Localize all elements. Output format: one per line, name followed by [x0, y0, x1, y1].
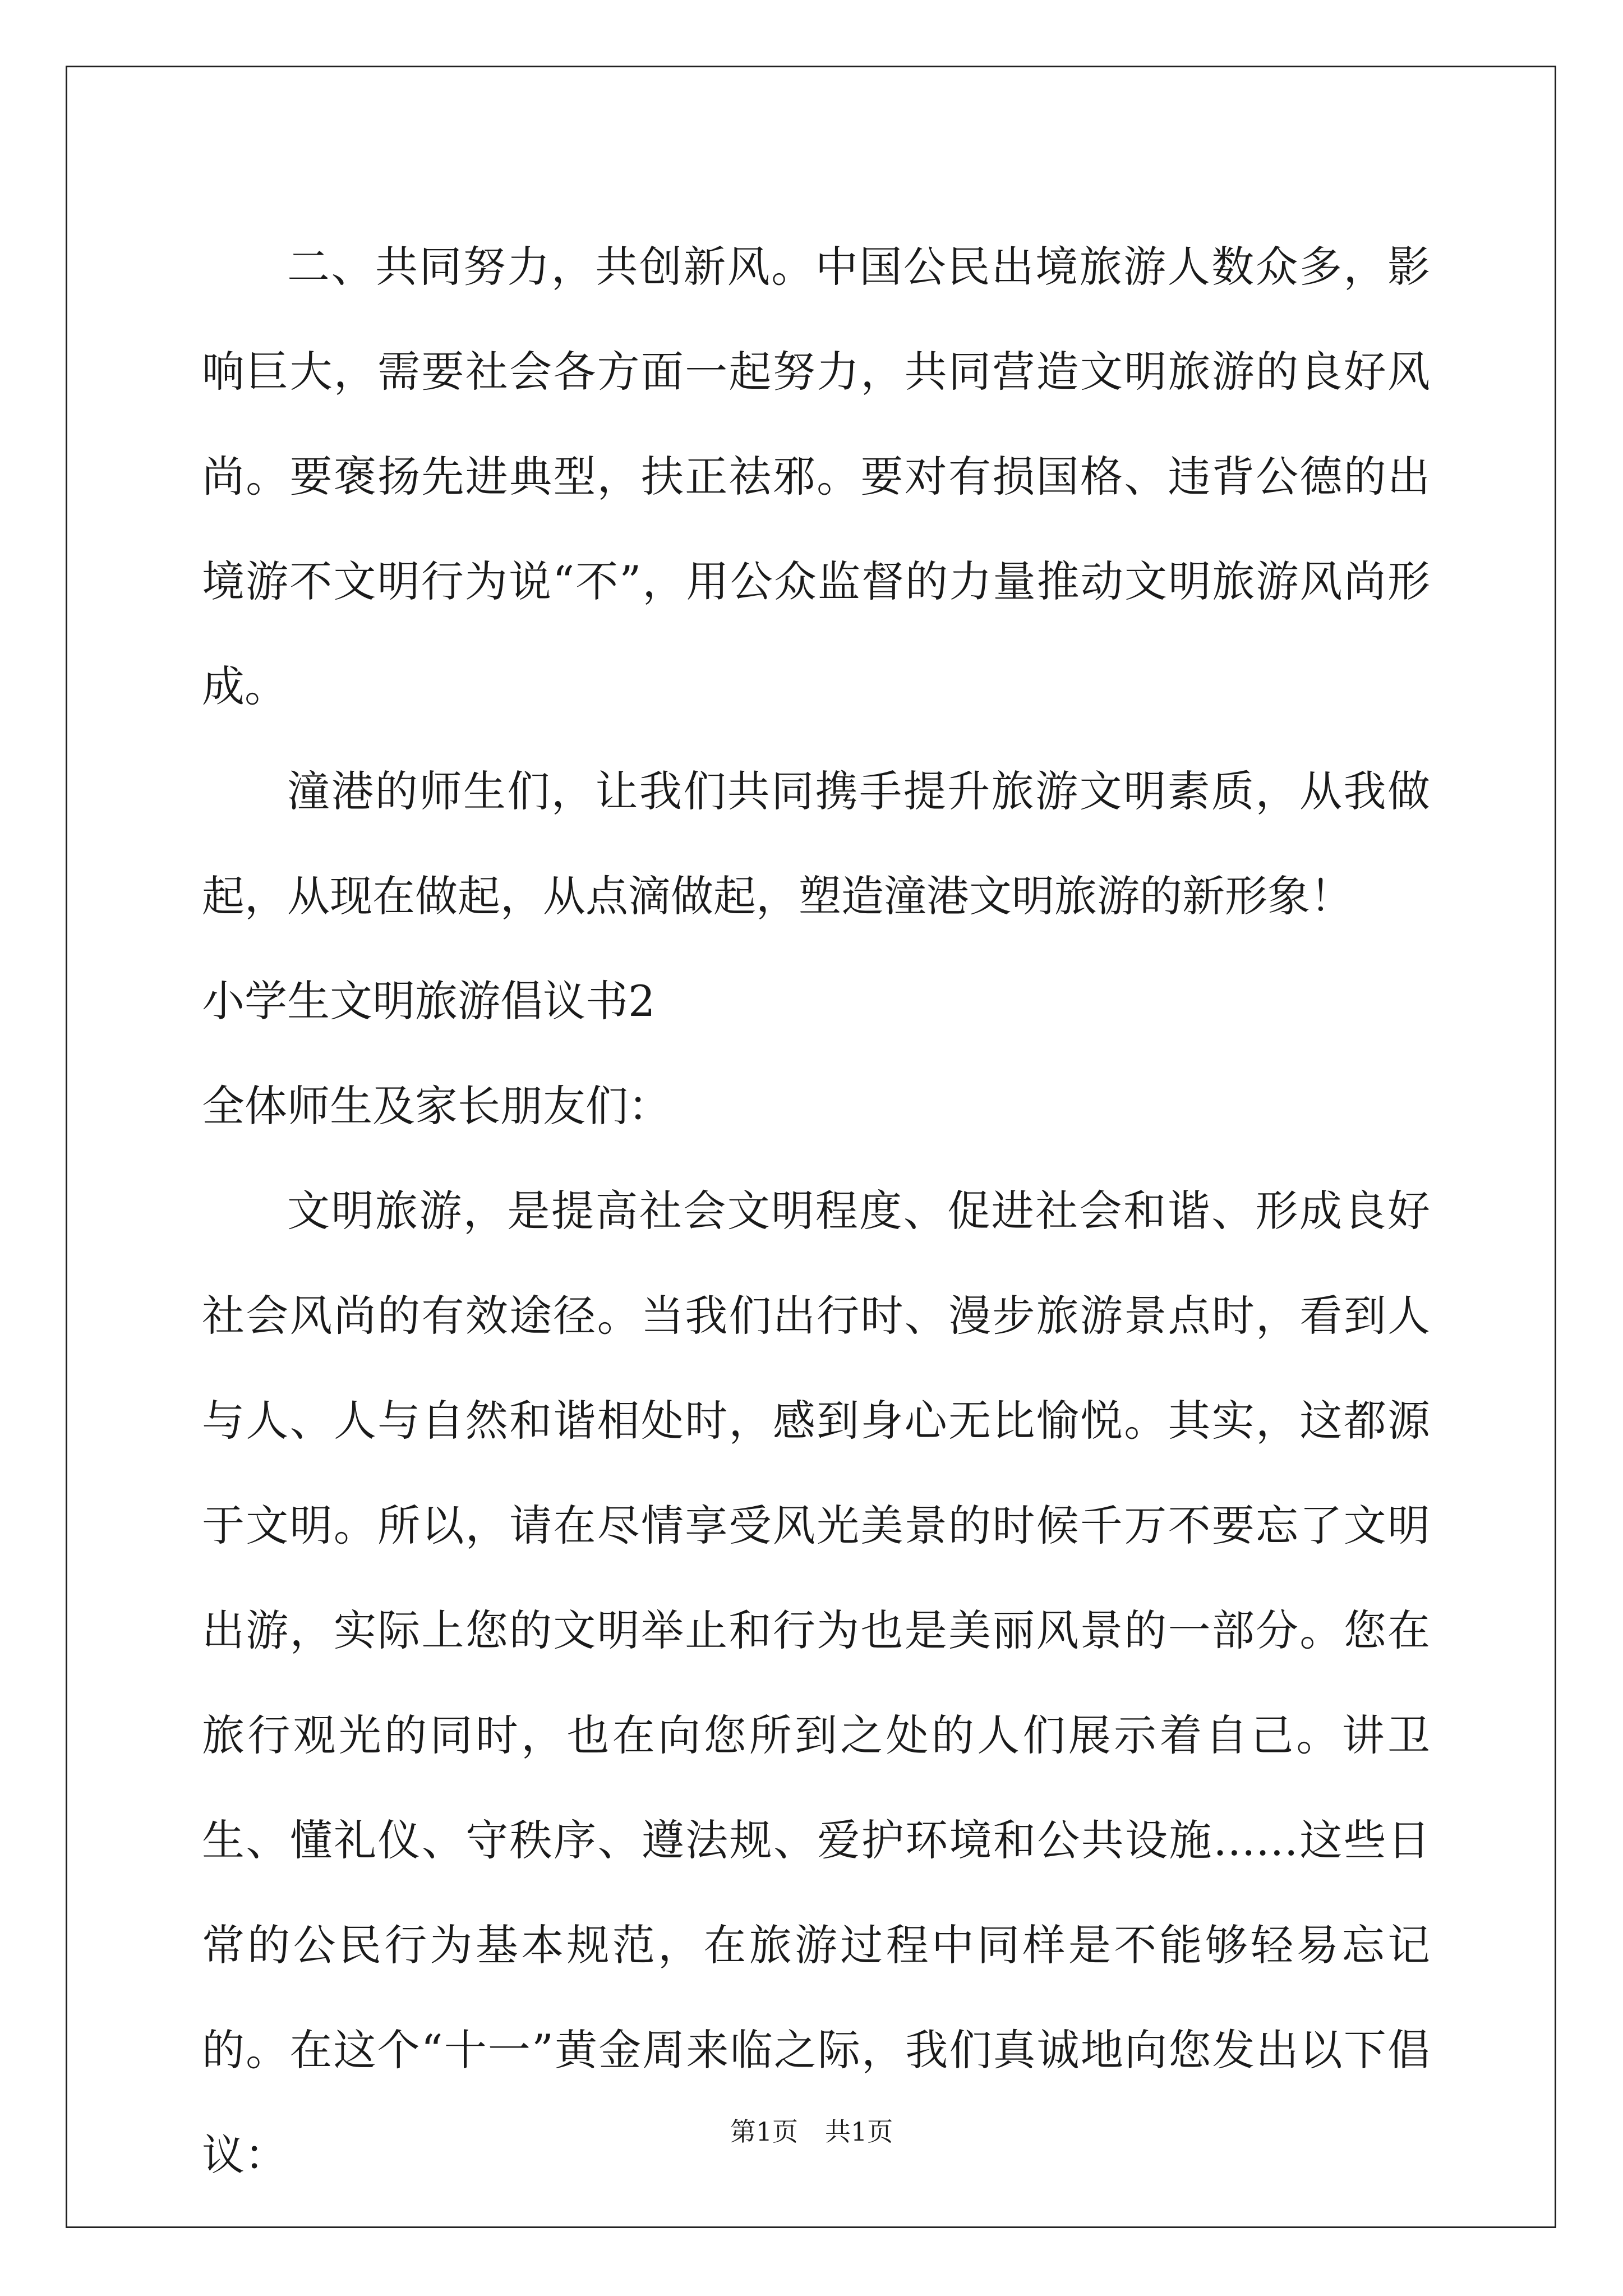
paragraph-civilized-travel: 文明旅游，是提高社会文明程度、促进社会和谐、形成良好社会风尚的有效途径。当我们出行时、漫步旅游景点时，看到人与人、人与自然和谐相处时，感到身心无比愉悦。其实，这都源于文明。所以，请在尽情享受风光美景的时候千万不要忘了文明出游，实际上您的文明举止和行为也是美丽风景的一部分。您在旅行观光的同时，也在向您所到之处的人们展示着自己。讲卫生、懂礼仪、守秩序、遵法规、爱护环境和公共设施……这些日常的公民行为基本规范，在旅游过程中同样是不能够轻易忘记的。在这个“十一”黄金周来临之际，我们真诚地向您发出以下倡议：: [202, 1186, 1430, 2180]
document-body: [202, 214, 1430, 2207]
paragraph-call-to-action: 潼港的师生们，让我们共同携手提升旅游文明素质，从我做起，从现在做起，从点滴做起，塑造潼港文明旅游的新形象！: [202, 766, 1430, 921]
paragraph-joint-effort: 二、共同努力，共创新风。中国公民出境旅游人数众多，影响巨大，需要社会各方面一起努力，共同营造文明旅游的良好风尚。要褒扬先进典型，扶正祛邪。要对有损国格、违背公德的出境游不文明行为说“不”，用公众监督的力量推动文明旅游风尚形成。: [202, 242, 1430, 711]
page-footer: [0, 2115, 1623, 2148]
salutation: 全体师生及家长朋友们：: [202, 1081, 671, 1131]
section-heading: 小学生文明旅游倡议书2: [202, 976, 656, 1026]
page-number-total: 共1页: [825, 2116, 893, 2147]
page-number-current: 第1页: [730, 2116, 798, 2147]
